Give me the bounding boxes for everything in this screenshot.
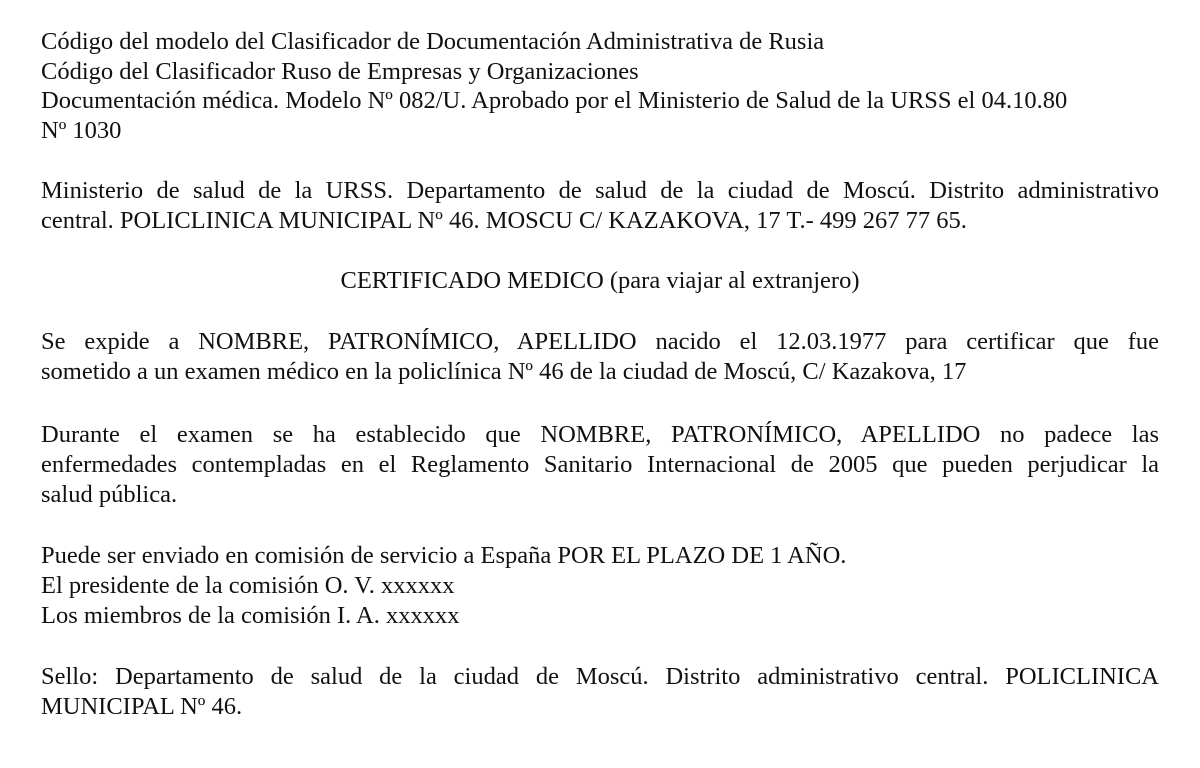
header-approval-line: Documentación médica. Modelo Nº 082/U. Aprobado por el Ministerio de Salud de la URSS el 04.10.80 <box>41 87 1068 114</box>
exam-result-line-2: enfermedades contempladas en el Reglamento Sanitario Internacional de 2005 que pueden perjudicar la <box>41 451 1159 478</box>
issued-to-line-1: Se expide a NOMBRE, PATRONÍMICO, APELLIDO nacido el 12.03.1977 para certificar que fue <box>41 328 1159 355</box>
header-approval-number: Nº 1030 <box>41 117 122 144</box>
commission-president: El presidente de la comisión O. V. xxxxxx <box>41 572 455 599</box>
header-classifier-code: Código del Clasificador Ruso de Empresas y Organizaciones <box>41 58 639 85</box>
certificate-title: CERTIFICADO MEDICO (para viajar al extranjero) <box>340 267 860 294</box>
issued-to-line-2: sometido a un examen médico en la policlínica Nº 46 de la ciudad de Moscú, C/ Kazakova, 17 <box>41 358 967 385</box>
institution-line-2: central. POLICLINICA MUNICIPAL Nº 46. MOSCU C/ KAZAKOVA, 17 T.- 499 267 77 65. <box>41 207 967 234</box>
seal-line-1: Sello: Departamento de salud de la ciudad de Moscú. Distrito administrativo central. POLICLINICA <box>41 663 1159 690</box>
exam-result-line-1: Durante el examen se ha establecido que NOMBRE, PATRONÍMICO, APELLIDO no padece las <box>41 421 1159 448</box>
seal-line-2: MUNICIPAL Nº 46. <box>41 693 243 720</box>
travel-permission: Puede ser enviado en comisión de servicio a España POR EL PLAZO DE 1 AÑO. <box>41 542 847 569</box>
header-model-code: Código del modelo del Clasificador de Documentación Administrativa de Rusia <box>41 28 825 55</box>
exam-result-line-3: salud pública. <box>41 481 178 508</box>
institution-line-1: Ministerio de salud de la URSS. Departamento de salud de la ciudad de Moscú. Distrito administrativo <box>41 177 1159 204</box>
commission-members: Los miembros de la comisión I. A. xxxxxx <box>41 602 460 629</box>
